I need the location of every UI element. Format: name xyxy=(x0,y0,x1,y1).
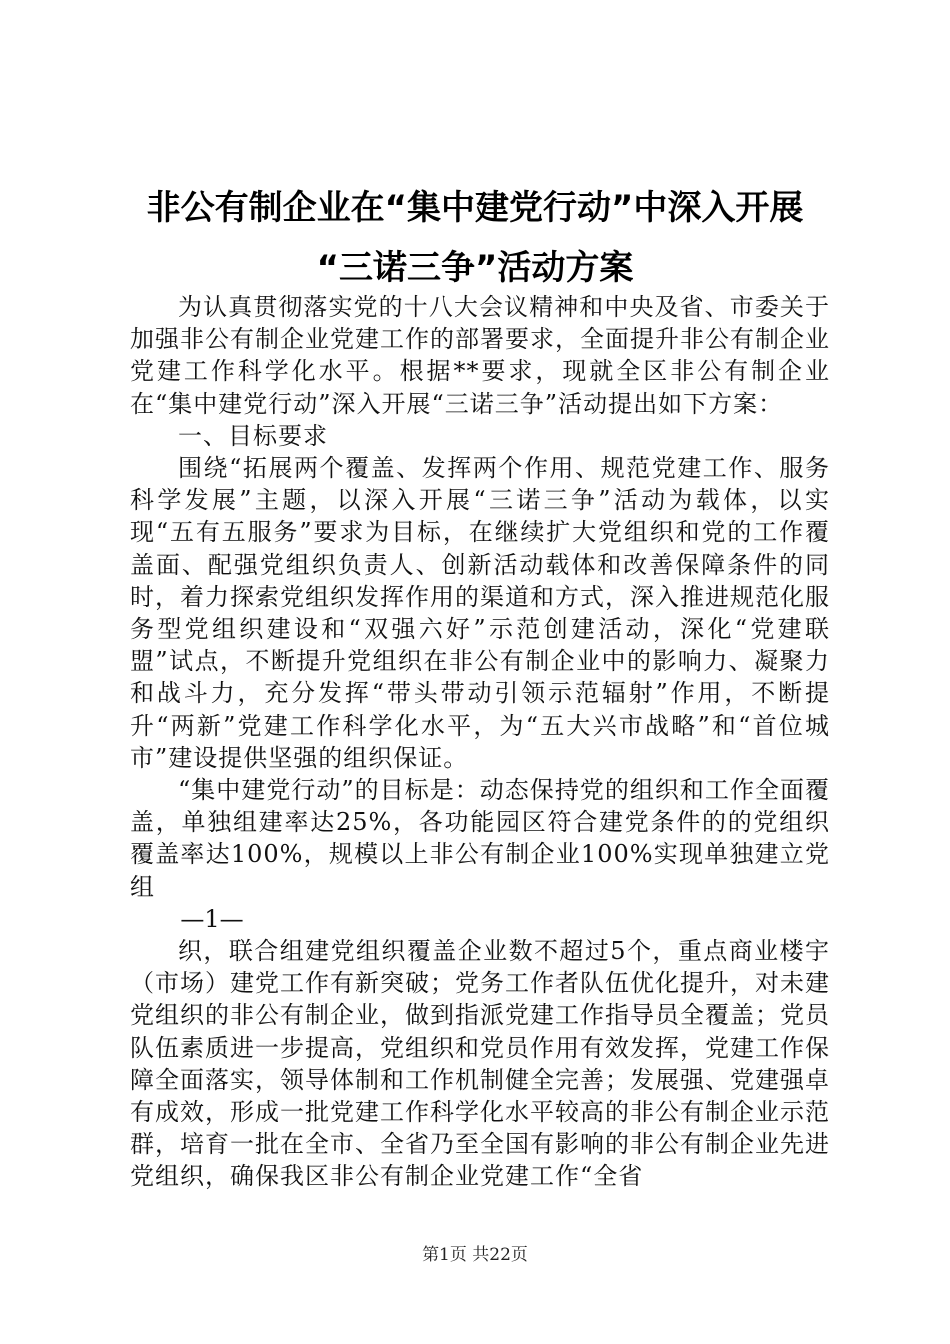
document-title-line-1: 非公有制企业在“集中建党行动”中深入开展 xyxy=(146,188,804,228)
inner-page-marker: —1— xyxy=(180,904,244,933)
paragraph-goals: 围绕“拓展两个覆盖、发挥两个作用、规范党建工作、服务科学发展”主题，以深入开展“三诺三争”活动为载体，以实现“五有五服务”要求为目标，在继续扩大党组织和党的工作覆盖面、配强党组织负责人、创新活动载体和改善保障条件的同时，着力探索党组织发挥作用的渠道和方式，深入推进规范化服务型党组织建设和“双强六好”示范创建活动，深化“党建联盟”试点，不断提升党组织在非公有制企业中的影响力、凝聚力和战斗力，充分发挥“带头带动引领示范辐射”作用，不断提升“两新”党建工作科学化水平，为“五大兴市战略”和“首位城市”建设提供坚强的组织保证。 xyxy=(130,454,830,772)
page-footer: 第1页 共22页 xyxy=(422,1245,528,1265)
section-heading-goals: 一、目标要求 xyxy=(178,421,328,450)
document-title-line-2: “三诺三争”活动方案 xyxy=(316,248,634,288)
paragraph-intro: 为认真贯彻落实党的十八大会议精神和中央及省、市委关于加强非公有制企业党建工作的部署要求，全面提升非公有制企业党建工作科学化水平。根据**要求，现就全区非公有制企业在“集中建党行动”深入开展“三诺三争”活动提出如下方案： xyxy=(130,293,830,418)
paragraph-campaign-goals: “集中建党行动”的目标是：动态保持党的组织和工作全面覆盖，单独组建率达25%，各功能园区符合建党条件的的党组织覆盖率达100%，规模以上非公有制企业100%实现单独建立党组 xyxy=(130,776,830,901)
paragraph-continued: 织，联合组建党组织覆盖企业数不超过5个，重点商业楼宇（市场）建党工作有新突破；党务工作者队伍优化提升，对未建党组织的非公有制企业，做到指派党建工作指导员全覆盖；党员队伍素质进一步提高，党组织和党员作用有效发挥，党建工作保障全面落实，领导体制和工作机制健全完善；发展强、党建强卓有成效，形成一批党建工作科学化水平较高的非公有制企业示范群，培育一批在全市、全省乃至全国有影响的非公有制企业先进党组织，确保我区非公有制企业党建工作“全省 xyxy=(130,937,830,1191)
document-body xyxy=(130,291,830,1193)
